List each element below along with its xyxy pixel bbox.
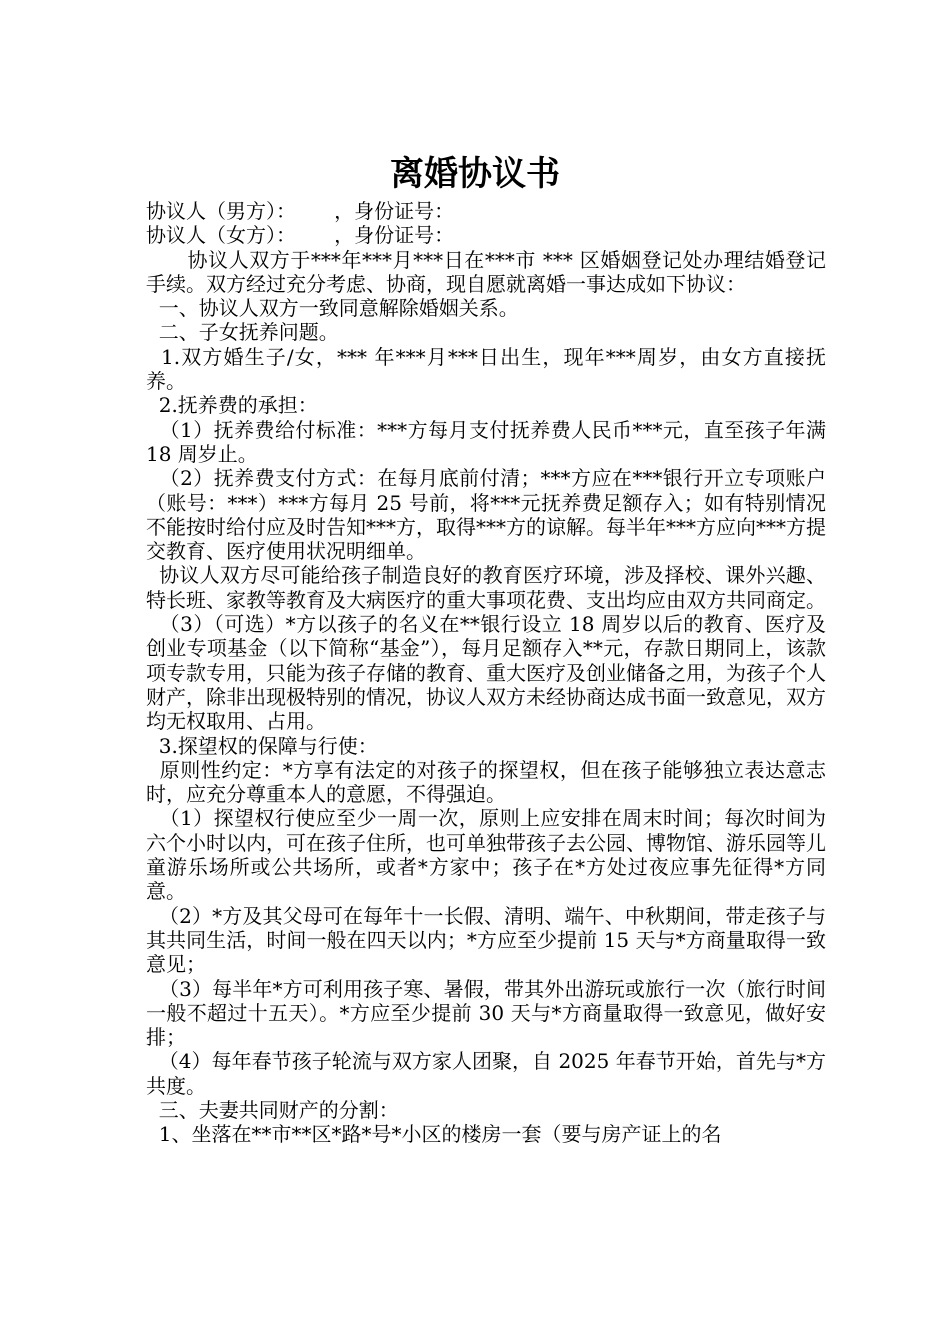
clause-heading: 3.探望权的保障与行使：: [146, 733, 378, 758]
clause-paragraph: （3）（可选）*方以孩子的名义在**银行设立 18 周岁以后的教育、医疗及创业专项基金（以下简称“基金”），每月足额存入**元，存款日期同上，该款项专款专用，只能为孩子存储的教育、重大医疗及创业储备之用，为孩子个人财产，除非出现极特别的情况，协议人双方未经协商达成书面一致意见，双方均无权取用、占用。: [146, 612, 826, 734]
clause-paragraph: （2）抚养费支付方式：在每月底前付清；***方应在***银行开立专项账户（账号：***）***方每月 25 号前，将***元抚养费足额存入；如有特别情况不能按时给付应及时告知***方，取得***方的谅解。每半年***方应向***方提交教育、医疗使用状况明细单。: [146, 466, 826, 564]
clause-heading: 2.抚养费的承担：: [146, 393, 318, 418]
section-heading: 三、夫妻共同财产的分割：: [146, 1097, 399, 1122]
clause-paragraph: （2）*方及其父母可在每年十一长假、清明、端午、中秋期间，带走孩子与其共同生活，时间一般在四天以内；*方应至少提前 15 天与*方商量取得一致意见；: [146, 903, 826, 977]
clause-paragraph: （1）抚养费给付标准：***方每月支付抚养费人民币***元，直至孩子年满 18 周岁止。: [146, 417, 833, 466]
clause-paragraph: 1.双方婚生子/女，*** 年***月***日出生，现年***周岁，由女方直接抚养。: [146, 344, 826, 394]
section-heading: 一、协议人双方一致同意解除婚姻关系。: [146, 296, 519, 321]
clause-paragraph: 1、坐落在**市**区*路*号*小区的楼房一套（要与房产证上的名: [146, 1122, 722, 1147]
preamble-paragraph: 协议人双方于***年***月***日在***市 *** 区婚姻登记处办理结婚登记手续。双方经过充分考虑、协商，现自愿就离婚一事达成如下协议：: [146, 247, 826, 296]
clause-paragraph: （1）探望权行使应至少一周一次，原则上应安排在周末时间；每次时间为六个小时以内，可在孩子住所，也可单独带孩子去公园、博物馆、游乐园等儿童游乐场所或公共场所，或者*方家中；孩子在*方处过夜应事先征得*方同意。: [146, 806, 826, 904]
clause-paragraph: （4）每年春节孩子轮流与双方家人团聚，自 2025 年春节开始，首先与*方共度。: [146, 1049, 827, 1098]
document-title: 离婚协议书: [390, 154, 560, 194]
document-body: [146, 199, 833, 1147]
section-heading: 二、子女抚养问题。: [146, 320, 339, 345]
party-female-line: 协议人（女方）： ，身份证号：: [146, 223, 455, 248]
party-male-line: 协议人（男方）： ，身份证号：: [146, 199, 455, 223]
clause-paragraph: 原则性约定：*方享有法定的对孩子的探望权，但在孩子能够独立表达意志时，应充分尊重本人的意愿，不得强迫。: [146, 757, 826, 807]
clause-paragraph: （3）每半年*方可利用孩子寒、暑假，带其外出游玩或旅行一次（旅行时间一般不超过十五天）。*方应至少提前 30 天与*方商量取得一致意见，做好安排；: [146, 976, 826, 1050]
clause-paragraph: 协议人双方尽可能给孩子制造良好的教育医疗环境，涉及择校、课外兴趣、特长班、家教等教育及大病医疗的重大事项花费、支出均应由双方共同商定。: [146, 563, 827, 612]
